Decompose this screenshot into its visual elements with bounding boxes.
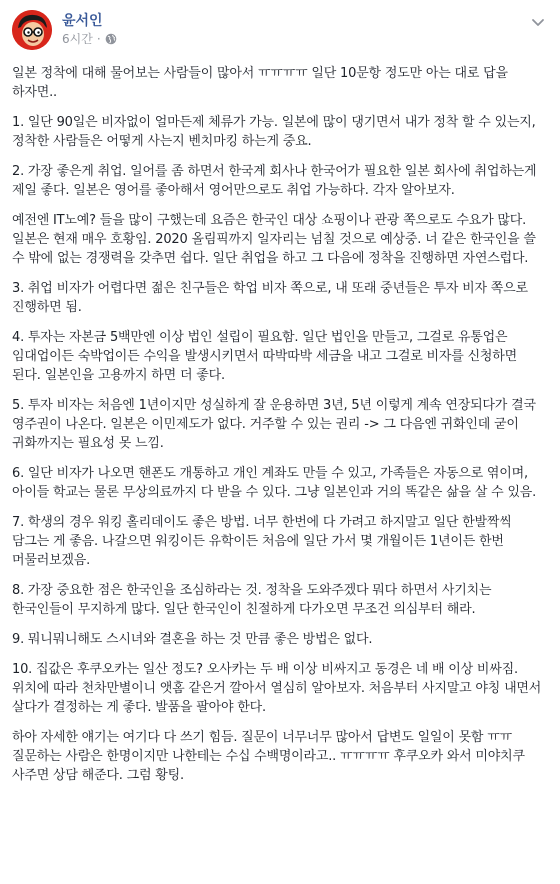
post-paragraph-8: 8. 가장 중요한 점은 한국인을 조심하라는 것. 정착을 도와주겠다 뭐다 하면서 사기치는 한국인들이 무지하게 많다. 일단 한국인이 친절하게 다가오면 무조건 의심부터 해라. <box>12 583 492 617</box>
post-paragraph-intro: 일본 정착에 대해 물어보는 사람들이 많아서 ㅠㅠㅠㅠ 일단 10문항 정도만 아는 대로 답을 하자면.. <box>12 66 508 100</box>
post-paragraph-1: 1. 일단 90일은 비자없이 얼마든제 체류가 가능. 일본에 많이 댕기면서 내가 정착 할 수 있는지, 정착한 사람들은 어떻게 사는지 벤치마킹 하는게 중요. <box>12 115 536 149</box>
meta-separator: · <box>96 32 101 46</box>
post-paragraph-9: 9. 뭐니뭐니해도 스시녀와 결혼을 하는 것 만큼 좋은 방법은 없다. <box>12 632 373 647</box>
post-paragraph-5: 5. 투자 비자는 처음엔 1년이지만 성실하게 잘 운용하면 3년, 5년 이렇게 계속 연장되다가 결국 영주권이 나온다. 일본은 이민제도가 없다. 거주할 수 있는 권리 -> 그 다음엔 귀화인데 굳이 귀화까지는 필요성 못 느낌. <box>12 398 536 451</box>
post-header <box>12 10 548 60</box>
cartoon-avatar-icon[interactable] <box>12 10 52 50</box>
post-meta <box>62 10 117 47</box>
post-paragraph-7: 7. 학생의 경우 워킹 홀리데이도 좋은 방법. 너무 한번에 다 가려고 하지말고 일단 한발짝씩 담그는 게 좋음. 나갈으면 워킹이든 유학이든 처음에 일단 가서 몇 개월이든 1년이든 한번 머물러보겠음. <box>12 515 512 568</box>
post-paragraph-4: 4. 투자는 자본금 5백만엔 이상 법인 설립이 필요함. 일단 법인을 만들고, 그걸로 유통업은 임대업이든 숙박업이든 수익을 발생시키면서 따박따박 세금을 내고 그걸로 비자를 신청하면 된다. 일본인을 고용까지 하면 더 좋다. <box>12 330 517 383</box>
post-subline <box>62 31 117 47</box>
post-paragraph-closing: 하아 자세한 얘기는 여기다 다 쓰기 힘듬. 질문이 너무너무 많아서 답변도 일일이 못함 ㅠㅠ 질문하는 사람은 한명이지만 나한테는 수십 수백명이라고.. ㅠㅠㅠㅠ 후쿠오카 와서 미야치쿠 사주면 상담 해준다. 그럼 황팅. <box>12 730 525 783</box>
post-paragraph-6: 6. 일단 비자가 나오면 핸폰도 개통하고 개인 계좌도 만들 수 있고, 가족들은 자동으로 엮이며, 아이들 학교는 물론 무상의료까지 다 받을 수 있다. 그냥 일본인과 거의 똑같은 삶을 살 수 있음. <box>12 466 537 500</box>
post-body <box>12 64 548 785</box>
author-name[interactable]: 윤서인 <box>62 13 103 29</box>
post-paragraph-2-detail: 예전엔 IT노예? 들을 많이 구했는데 요즘은 한국인 대상 쇼핑이나 관광 쪽으로도 수요가 많다. 일본은 현재 매우 호황임. 2020 올림픽까지 일자리는 넘칠 것으로 예상중. 너 같은 한국인을 쓸 수 밖에 없는 경쟁력을 갖추면 쉽다. 일단 취업을 하고 그 다음에 정착을 진행하면 자연스럽다. <box>12 213 536 266</box>
post-paragraph-3: 3. 취업 비자가 어렵다면 젊은 친구들은 학업 비자 쪽으로, 내 또래 중년들은 투자 비자 쪽으로 진행하면 됨. <box>12 281 528 315</box>
chevron-down-icon[interactable] <box>530 14 546 30</box>
post-timestamp[interactable]: 6시간 <box>62 32 93 46</box>
post-paragraph-10: 10. 집값은 후쿠오카는 일산 정도? 오사카는 두 배 이상 비싸지고 동경은 네 배 이상 비싸짐. 위치에 따라 천차만별이니 앳홈 같은거 깔아서 열심히 알아보자. 처음부터 사지말고 야칭 내면서 살다가 결정하는 게 좋다. 발품을 팔아야 한다. <box>12 662 542 715</box>
post-paragraph-2: 2. 가장 좋은게 취업. 일어를 좀 하면서 한국계 회사나 한국어가 필요한 일본 회사에 취업하는게 제일 좋다. 일본은 영어를 좋아해서 영어만으로도 취업 가능하다. 각자 알아보자. <box>12 164 537 198</box>
globe-icon[interactable] <box>105 33 117 45</box>
